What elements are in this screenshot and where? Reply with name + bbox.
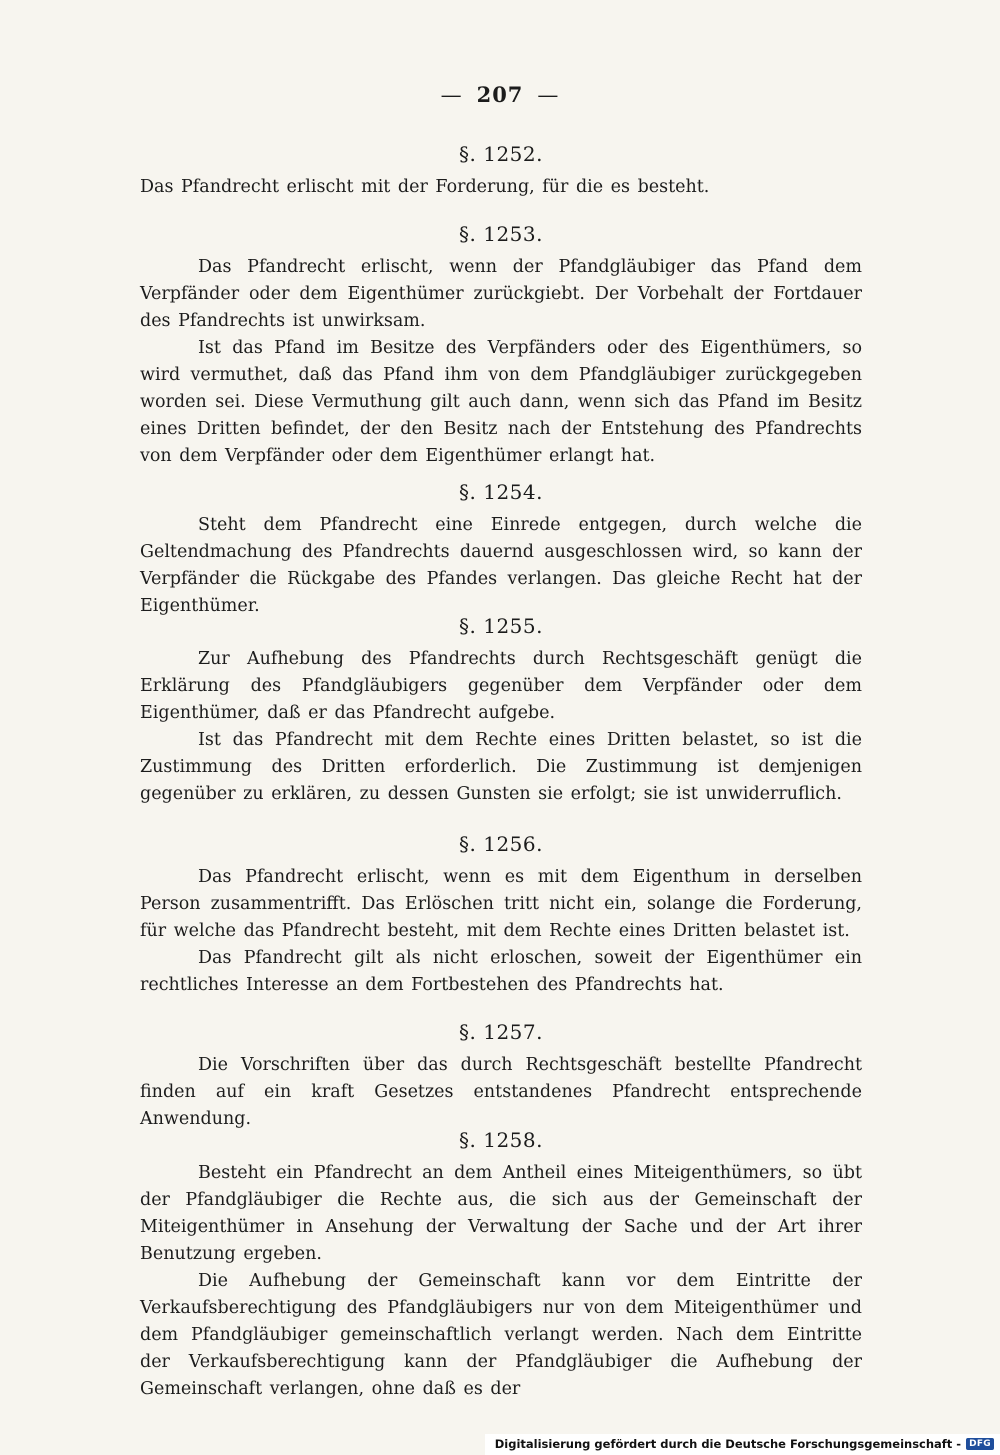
section-paragraph: Besteht ein Pfandrecht an dem Antheil eines Miteigenthümers, so übt der Pfandgläubiger die Rechte aus, die sich aus der Gemeinschaft der Miteigenthümer in Ansehung der Verwaltung der Sache und der Art ihrer Benutzung ergeben. [140,1163,862,1264]
section-title: §. 1253. [459,222,543,246]
section-1254 [140,480,862,620]
page-header [0,82,1000,107]
section-1252 [140,142,862,201]
section-1255 [140,614,862,808]
section-title: §. 1254. [459,480,543,504]
section-paragraph: Das Pfandrecht erlischt mit der Forderung, für die es besteht. [140,177,710,197]
section-paragraph: Das Pfandrecht erlischt, wenn es mit dem Eigenthum in derselben Person zusammentrifft. Das Erlöschen tritt nicht ein, solange die Forderung, für welche das Pfandrecht besteht, mit dem Rechte eines Dritten belastet ist. [140,867,862,941]
page-number: 207 [476,82,524,107]
section-title: §. 1257. [459,1020,543,1044]
section-title: §. 1258. [459,1128,543,1152]
section-paragraph: Die Aufhebung der Gemeinschaft kann vor dem Eintritte der Verkaufsberechtigung des Pfandgläubigers nur von dem Miteigenthümer und dem Pfandgläubiger gemeinschaftlich verlangt werden. Nach dem Eintritte der Verkaufsberechtigung kann der Pfandgläubiger die Aufhebung der Gemeinschaft verlangen, ohne daß es der [140,1271,862,1399]
section-1256 [140,832,862,999]
section-paragraph: Steht dem Pfandrecht eine Einrede entgegen, durch welche die Geltendmachung des Pfandrechts dauernd ausgeschlossen wird, so kann der Verpfänder die Rückgabe des Pfandes verlangen. Das gleiche Recht hat der Eigenthümer. [140,515,862,616]
section-title: §. 1252. [459,142,543,166]
digitization-credit [485,1434,1000,1455]
section-1258 [140,1128,862,1403]
section-title: §. 1256. [459,832,543,856]
section-paragraph: Ist das Pfand im Besitze des Verpfänders oder des Eigenthümers, so wird vermuthet, daß das Pfand ihm von dem Pfandgläubiger zurückgegeben worden sei. Diese Vermuthung gilt auch dann, wenn sich das Pfand im Besitz eines Dritten befindet, der den Besitz nach der Entstehung des Pfandrechts von dem Verpfänder oder dem Eigenthümer erlangt hat. [140,338,862,466]
section-paragraph: Ist das Pfandrecht mit dem Rechte eines Dritten belastet, so ist die Zustimmung des Dritten erforderlich. Die Zustimmung ist demjenigen gegenüber zu erklären, zu dessen Gunsten sie erfolgt; sie ist unwiderruflich. [140,730,862,804]
section-paragraph: Die Vorschriften über das durch Rechtsgeschäft bestellte Pfandrecht finden auf ein kraft Gesetzes entstandenes Pfandrecht entsprechende Anwendung. [140,1055,862,1129]
section-1253 [140,222,862,470]
section-title: §. 1255. [459,614,543,638]
section-paragraph: Zur Aufhebung des Pfandrechts durch Rechtsgeschäft genügt die Erklärung des Pfandgläubigers gegenüber dem Verpfänder oder dem Eigenthümer, daß er das Pfandrecht aufgebe. [140,649,862,723]
header-dash-right: — [537,83,560,107]
section-1257 [140,1020,862,1133]
header-dash-left: — [440,83,463,107]
dfg-logo: DFG [966,1438,994,1450]
section-paragraph: Das Pfandrecht gilt als nicht erloschen, soweit der Eigenthümer ein rechtliches Interesse an dem Fortbestehen des Pfandrechts hat. [140,948,862,995]
digitization-credit-text: Digitalisierung gefördert durch die Deutsche Forschungsgemeinschaft - [494,1437,962,1451]
section-paragraph: Das Pfandrecht erlischt, wenn der Pfandgläubiger das Pfand dem Verpfänder oder dem Eigenthümer zurückgiebt. Der Vorbehalt der Fortdauer des Pfandrechts ist unwirksam. [140,257,862,331]
